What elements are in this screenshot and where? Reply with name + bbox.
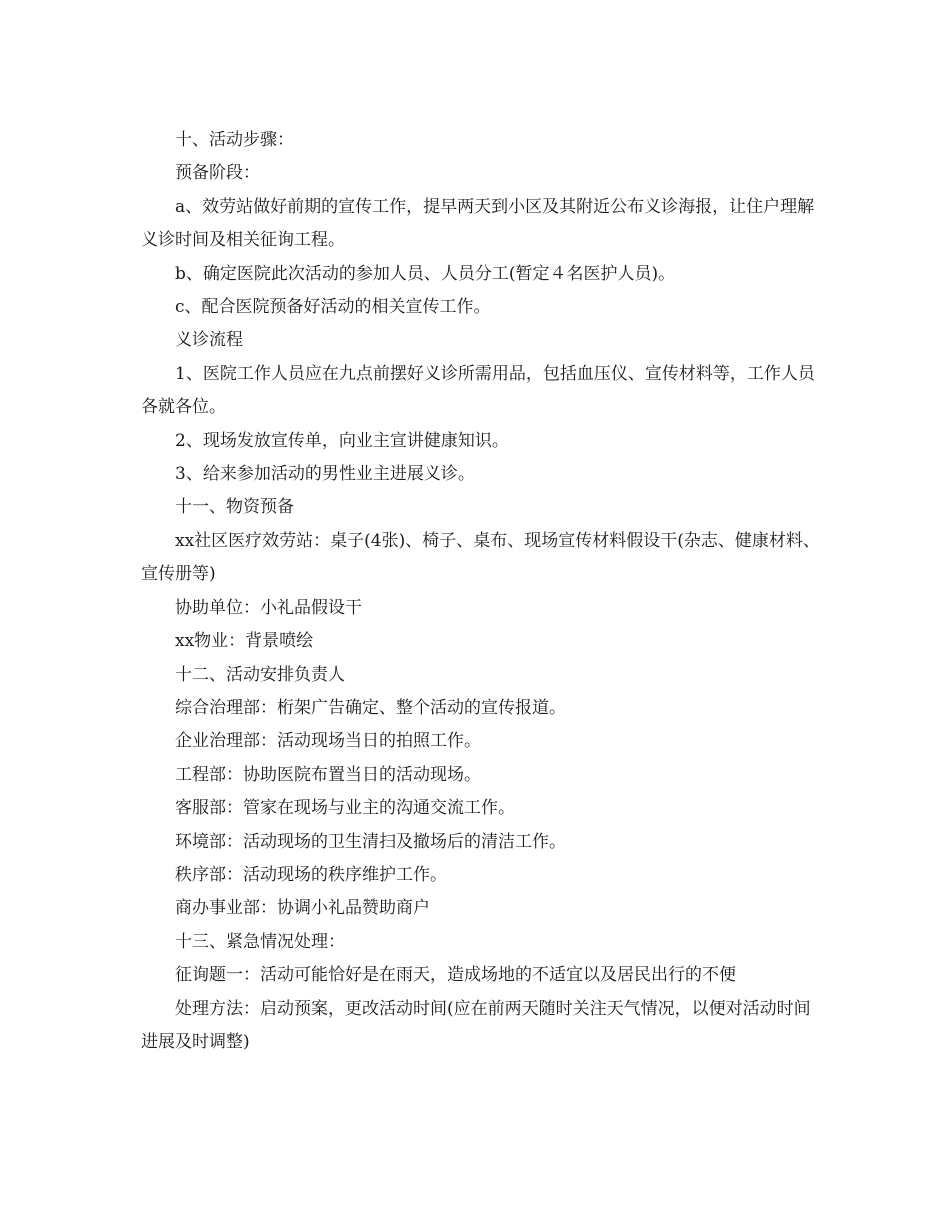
paragraph-environment-dept: 环境部：活动现场的卫生清扫及撤场后的清洁工作。 <box>175 831 566 852</box>
subheading-clinic-process: 义诊流程 <box>175 330 243 351</box>
paragraph-customer-service: 客服部：管家在现场与业主的沟通交流工作。 <box>175 798 515 819</box>
paragraph-step-2: 2、现场发放宣传单，向业主宣讲健康知识。 <box>175 430 509 451</box>
paragraph-item-c: c、配合医院预备好活动的相关宣传工作。 <box>175 297 491 318</box>
paragraph-order-dept: 秩序部：活动现场的秩序维护工作。 <box>175 864 447 885</box>
paragraph-enterprise-management: 企业治理部：活动现场当日的拍照工作。 <box>175 731 481 752</box>
paragraph-property-management: xx物业：背景喷绘 <box>175 631 314 652</box>
paragraph-item-b: b、确定医院此次活动的参加人员、人员分工(暂定４名医护人员)。 <box>175 263 676 284</box>
heading-activity-steps: 十、活动步骤： <box>175 130 294 150</box>
heading-material-preparation: 十一、物资预备 <box>175 497 294 518</box>
paragraph-service-station-materials: xx社区医疗效劳站：桌子(4张)、椅子、桌布、现场宣传材料假设干(杂志、健康材料、宣传册等) <box>141 530 820 585</box>
paragraph-step-1: 1、医院工作人员应在九点前摆好义诊所需用品，包括血压仪、宣传材料等，工作人员各就各位。 <box>141 363 815 418</box>
paragraph-item-a: a、效劳站做好前期的宣传工作，提早两天到小区及其附近公布义诊海报，让住户理解义诊时间及相关征询工程。 <box>141 196 815 251</box>
paragraph-issue-one: 征询题一：活动可能恰好是在雨天，造成场地的不适宜以及居民出行的不便 <box>175 965 736 986</box>
heading-emergency-handling: 十三、紧急情况处理： <box>175 931 345 952</box>
paragraph-comprehensive-management: 综合治理部：桁架广告确定、整个活动的宣传报道。 <box>175 697 566 718</box>
paragraph-engineering-dept: 工程部：协助医院布置当日的活动现场。 <box>175 764 481 785</box>
heading-responsible-persons: 十二、活动安排负责人 <box>175 664 345 685</box>
paragraph-business-dept: 商办事业部：协调小礼品赞助商户 <box>175 898 430 919</box>
paragraph-assisting-unit: 协助单位：小礼品假设干 <box>175 597 362 618</box>
paragraph-handling-method: 处理方法：启动预案，更改活动时间(应在前两天随时关注天气情况，以便对活动时间进展及时调整) <box>141 998 811 1052</box>
subheading-preparation-stage: 预备阶段： <box>175 163 260 184</box>
document-body <box>141 124 821 1059</box>
paragraph-step-3: 3、给来参加活动的男性业主进展义诊。 <box>175 464 475 485</box>
